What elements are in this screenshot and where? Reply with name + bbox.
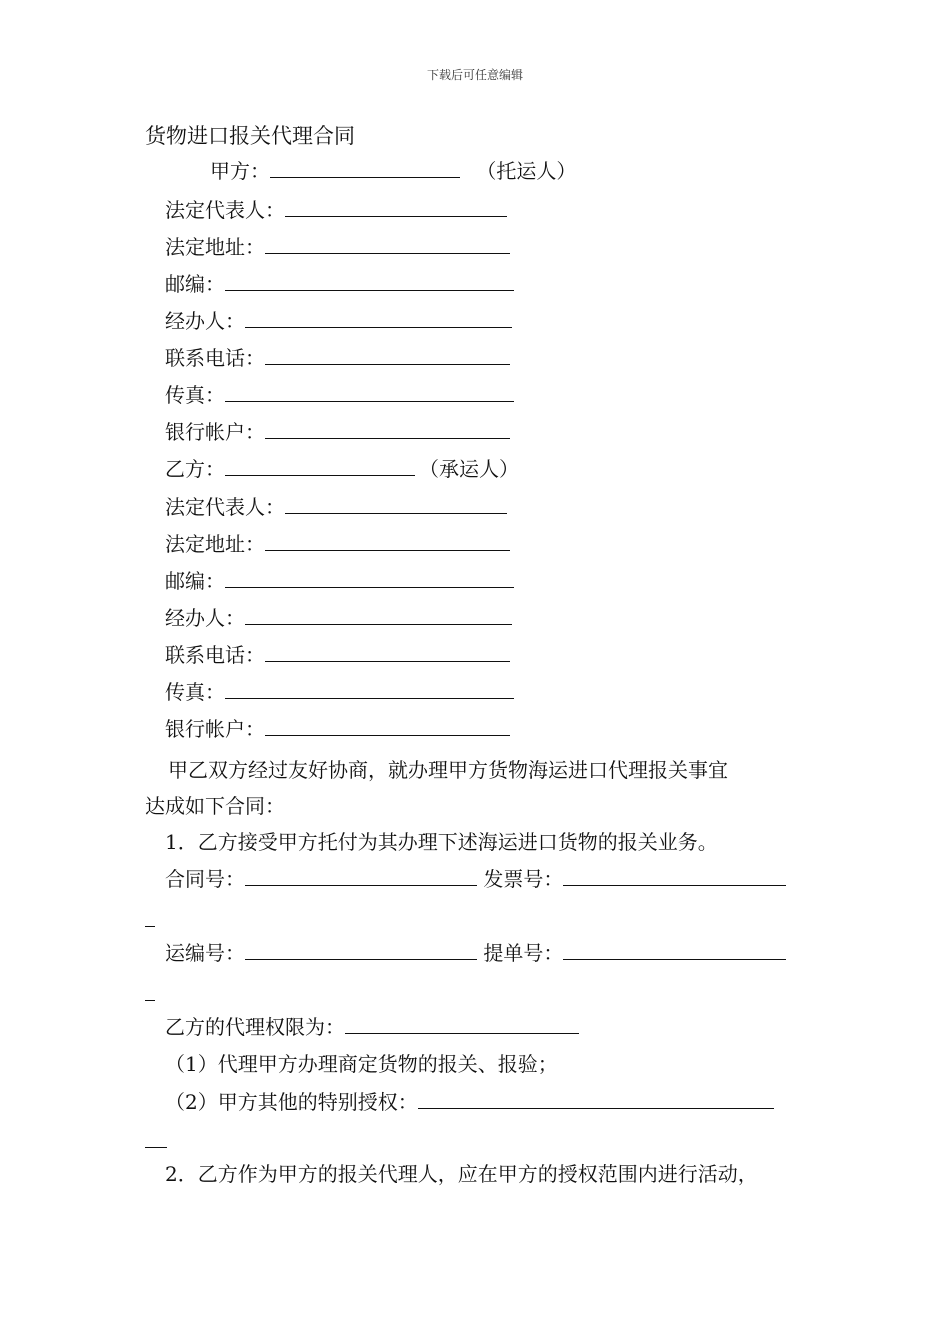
party-a-fax-label: 传真：	[165, 383, 225, 407]
contract-no-label: 合同号：	[165, 867, 245, 891]
party-b-legal-rep-blank[interactable]	[285, 493, 507, 514]
page-header-note: 下载后可任意编辑	[426, 68, 523, 82]
party-a-legal-rep-blank[interactable]	[285, 196, 507, 217]
party-b-bank-line	[165, 715, 510, 743]
party-b-role: （承运人）	[419, 457, 519, 481]
party-b-address-line	[165, 530, 510, 558]
transport-no-line	[165, 939, 786, 967]
party-b-fax-line	[165, 678, 514, 706]
transport-no-label: 运编号：	[165, 941, 245, 965]
party-a-bank-label: 银行帐户：	[165, 420, 265, 444]
transport-line-continuation	[145, 1000, 155, 1001]
party-b-phone-blank[interactable]	[265, 641, 510, 662]
party-b-fax-blank[interactable]	[225, 678, 514, 699]
party-a-address-blank[interactable]	[265, 233, 510, 254]
contract-no-line	[165, 865, 786, 893]
authority-blank[interactable]	[345, 1013, 579, 1034]
party-a-legal-rep-label: 法定代表人：	[165, 198, 285, 222]
authority-label: 乙方的代理权限为：	[165, 1015, 345, 1039]
party-a-role: （托运人）	[476, 159, 577, 183]
party-a-phone-line	[165, 344, 510, 372]
bill-no-label: 提单号：	[483, 941, 564, 965]
party-b-address-blank[interactable]	[265, 530, 510, 551]
document-title: 货物进口报关代理合同	[145, 124, 355, 148]
party-b-handler-label: 经办人：	[165, 606, 245, 630]
party-a-postcode-line	[165, 270, 514, 298]
party-b-handler-line	[165, 604, 512, 632]
party-b-postcode-blank[interactable]	[225, 567, 514, 588]
party-b-legal-rep-label: 法定代表人：	[165, 495, 285, 519]
authority-item-2-line	[165, 1088, 774, 1116]
party-a-fax-line	[165, 381, 514, 409]
party-b-phone-label: 联系电话：	[165, 643, 265, 667]
party-b-label: 乙方：	[165, 457, 225, 481]
party-a-address-line	[165, 233, 510, 261]
party-a-line	[210, 157, 576, 185]
party-a-bank-line	[165, 418, 510, 446]
party-b-blank[interactable]	[225, 455, 415, 476]
authority-item-1: （1）代理甲方办理商定货物的报关、报验；	[165, 1052, 558, 1076]
transport-no-blank[interactable]	[245, 939, 477, 960]
party-b-bank-label: 银行帐户：	[165, 717, 265, 741]
clause-2-text: 2．乙方作为甲方的报关代理人，应在甲方的授权范围内进行活动，	[165, 1162, 758, 1186]
intro-line-1: 甲乙双方经过友好协商，就办理甲方货物海运进口代理报关事宜	[168, 758, 728, 782]
party-b-legal-rep-line	[165, 493, 507, 521]
authority-item-2-label: （2）甲方其他的特别授权：	[165, 1090, 418, 1114]
party-a-blank[interactable]	[270, 157, 460, 178]
party-a-legal-rep-line	[165, 196, 507, 224]
intro-line-2: 达成如下合同：	[145, 794, 285, 818]
party-a-postcode-label: 邮编：	[165, 272, 225, 296]
authority-line	[165, 1013, 579, 1041]
party-a-label: 甲方：	[210, 159, 270, 183]
clause-1-text: 1．乙方接受甲方托付为其办理下述海运进口货物的报关业务。	[165, 830, 718, 854]
party-b-line	[165, 455, 519, 483]
item-2-continuation	[145, 1147, 167, 1148]
party-b-handler-blank[interactable]	[245, 604, 512, 625]
party-a-postcode-blank[interactable]	[225, 270, 514, 291]
invoice-no-blank[interactable]	[563, 865, 786, 886]
party-a-bank-blank[interactable]	[265, 418, 510, 439]
party-a-handler-line	[165, 307, 512, 335]
contract-line-continuation	[145, 926, 155, 927]
party-a-address-label: 法定地址：	[165, 235, 265, 259]
invoice-no-label: 发票号：	[483, 867, 564, 891]
bill-no-blank[interactable]	[563, 939, 786, 960]
party-b-address-label: 法定地址：	[165, 532, 265, 556]
party-a-handler-blank[interactable]	[245, 307, 512, 328]
party-a-fax-blank[interactable]	[225, 381, 514, 402]
party-b-phone-line	[165, 641, 510, 669]
party-b-postcode-line	[165, 567, 514, 595]
party-a-phone-label: 联系电话：	[165, 346, 265, 370]
authority-item-2-blank[interactable]	[418, 1088, 774, 1109]
party-b-bank-blank[interactable]	[265, 715, 510, 736]
contract-no-blank[interactable]	[245, 865, 477, 886]
party-a-phone-blank[interactable]	[265, 344, 510, 365]
party-b-fax-label: 传真：	[165, 680, 225, 704]
party-b-postcode-label: 邮编：	[165, 569, 225, 593]
party-a-handler-label: 经办人：	[165, 309, 245, 333]
